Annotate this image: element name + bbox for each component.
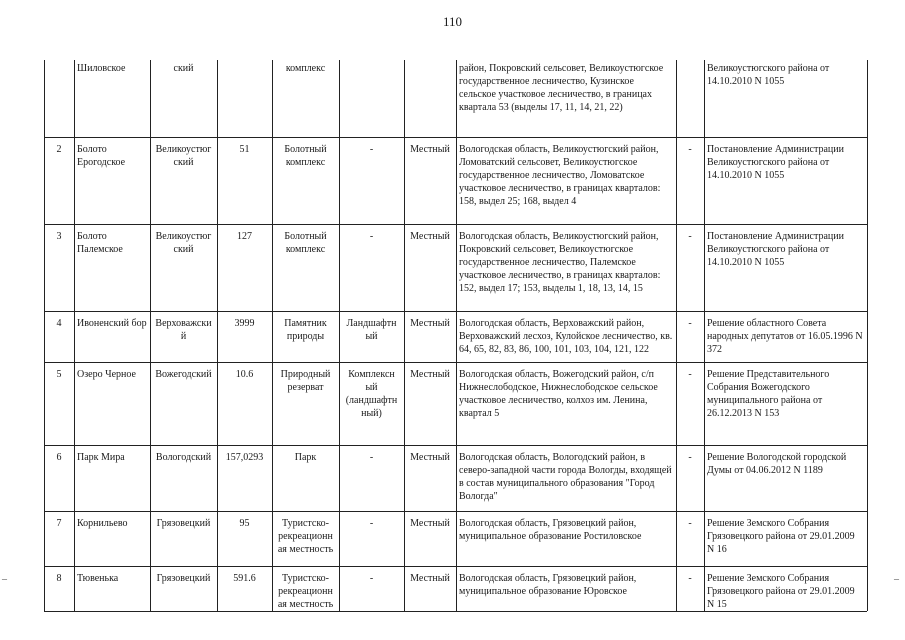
cell-document: Решение областного Совета народных депутатов от 16.05.1996 N 372 xyxy=(707,318,863,355)
cell-num: 6 xyxy=(56,452,62,463)
column-divider xyxy=(404,60,405,611)
cell-type: Туристско-рекреационн ая местность xyxy=(277,518,334,555)
cell-significance: Местный xyxy=(410,573,450,584)
cell-district: Вожегодский xyxy=(155,369,212,380)
cell-name: Тювенька xyxy=(77,573,119,584)
column-divider xyxy=(704,60,705,611)
cell-profile: - xyxy=(369,144,374,155)
cell-document: Постановление Администрации Великоустюгского района от 14.10.2010 N 1055 xyxy=(707,231,844,268)
cell-significance: Местный xyxy=(410,231,450,242)
column-divider xyxy=(150,60,151,611)
column-divider xyxy=(272,60,273,611)
cell-document: Постановление Администрации Великоустюгского района от 14.10.2010 N 1055 xyxy=(707,144,844,181)
edge-mark-right: – xyxy=(894,574,899,585)
cell-num: 2 xyxy=(56,144,62,155)
cell-significance: Местный xyxy=(410,452,450,463)
cell-district: Великоустюг ский xyxy=(155,231,212,255)
edge-mark-left: – xyxy=(2,574,7,585)
row-divider xyxy=(44,224,867,225)
cell-profile: - xyxy=(369,231,374,242)
cell-name: Болото Ерогодское xyxy=(77,144,126,168)
cell-district: ский xyxy=(173,63,194,74)
cell-extra: - xyxy=(688,144,692,155)
cell-name: Озеро Черное xyxy=(77,369,136,380)
cell-type: Природный резерват xyxy=(280,369,331,393)
cell-type: Туристско-рекреационн ая местность xyxy=(277,573,334,610)
cell-type: комплекс xyxy=(285,63,326,74)
cell-name: Шиловское xyxy=(77,63,126,74)
row-divider xyxy=(44,511,867,512)
cell-district: Верховажски й xyxy=(155,318,212,342)
cell-document: Великоустюгского района от 14.10.2010 N 1055 xyxy=(707,63,830,87)
cell-district: Великоустюг ский xyxy=(155,144,212,168)
row-divider xyxy=(44,311,867,312)
column-divider xyxy=(44,60,45,611)
cell-location: Вологодская область, Грязовецкий район, муниципальное образование Юровское xyxy=(459,573,637,597)
column-divider xyxy=(456,60,457,611)
row-divider xyxy=(44,611,867,612)
row-divider xyxy=(44,445,867,446)
cell-location: Вологодская область, Вологодский район, в северо-западной части города Вологды, входящей в состав муниципального образования "Город Вологда" xyxy=(459,452,672,502)
cell-document: Решение Представительного Собрания Вожегодского муниципального района от 26.12.2013 N 153 xyxy=(707,369,830,419)
cell-type: Болотный комплекс xyxy=(284,231,327,255)
cell-extra: - xyxy=(688,518,692,529)
row-divider xyxy=(44,137,867,138)
cell-name: Ивоненский бор xyxy=(77,318,147,329)
cell-significance: Местный xyxy=(410,318,450,329)
cell-profile: Комплексн ый (ландшафтн ный) xyxy=(345,369,398,419)
cell-name: Парк Мира xyxy=(77,452,125,463)
column-divider xyxy=(676,60,677,611)
cell-num: 7 xyxy=(56,518,62,529)
cell-significance: Местный xyxy=(410,518,450,529)
cell-area: 591.6 xyxy=(233,573,256,584)
cell-area: 127 xyxy=(237,231,252,242)
column-divider xyxy=(339,60,340,611)
cell-type: Памятник природы xyxy=(284,318,327,342)
cell-name: Болото Палемское xyxy=(77,231,123,255)
cell-location: Вологодская область, Верховажский район, Верховажский лесхоз, Кулойское лесничество, кв. 64, 65, 82, 83, 86, 100, 101, 103, 104, 121, 122 xyxy=(459,318,673,355)
cell-num: 8 xyxy=(56,573,62,584)
cell-significance: Местный xyxy=(410,144,450,155)
column-divider xyxy=(217,60,218,611)
cell-extra: - xyxy=(688,452,692,463)
cell-district: Вологодский xyxy=(155,452,212,463)
cell-area: 157,0293 xyxy=(225,452,264,463)
cell-location: Вологодская область, Великоустюгский район, Ломоватский сельсовет, Великоустюгское государственное лесничество, Ломоватское участковое лесничество, в границах кварталов: 158, выдел 25; 168, выдел 4 xyxy=(459,144,661,207)
cell-profile: Ландшафтн ый xyxy=(346,318,397,342)
cell-area: 51 xyxy=(239,144,250,155)
row-divider xyxy=(44,362,867,363)
cell-location: Вологодская область, Великоустюгский район, Покровский сельсовет, Великоустюгское государственное лесничество, Палемское участковое лесничество, в границах кварталов: 152, выдел 17; 153, выделы 1, 18, 13, 14, 15 xyxy=(459,231,661,294)
cell-type: Болотный комплекс xyxy=(284,144,327,168)
cell-extra: - xyxy=(688,369,692,380)
page-number: 110 xyxy=(442,14,463,29)
cell-area: 3999 xyxy=(234,318,255,329)
cell-location: Вологодская область, Вожегодский район, с/п Нижнеслободское, Нижнеслободское сельское участковое лесничество, колхоз им. Ленина, квартал 5 xyxy=(459,369,658,419)
cell-num: 5 xyxy=(56,369,62,380)
cell-extra: - xyxy=(688,318,692,329)
cell-profile: - xyxy=(369,452,374,463)
cell-profile: - xyxy=(369,518,374,529)
cell-area: 95 xyxy=(239,518,250,529)
cell-district: Грязовецкий xyxy=(156,573,211,584)
cell-district: Грязовецкий xyxy=(156,518,211,529)
cell-name: Корнильево xyxy=(77,518,128,529)
cell-significance: Местный xyxy=(410,369,450,380)
cell-location: район, Покровский сельсовет, Великоустюгское государственное лесничество, Кузинское сельское участковое лесничество, в границах квартала 53 (выделы 17, 11, 14, 21, 22) xyxy=(459,63,664,113)
cell-area: 10.6 xyxy=(235,369,254,380)
cell-document: Решение Земского Собрания Грязовецкого района от 29.01.2009 N 16 xyxy=(707,518,855,555)
cell-document: Решение Вологодской городской Думы от 04.06.2012 N 1189 xyxy=(707,452,847,476)
cell-document: Решение Земского Собрания Грязовецкого района от 29.01.2009 N 15 xyxy=(707,573,855,610)
cell-num: 4 xyxy=(56,318,62,329)
row-divider xyxy=(44,566,867,567)
cell-num: 3 xyxy=(56,231,62,242)
protected-areas-table xyxy=(44,60,867,611)
cell-extra: - xyxy=(688,231,692,242)
cell-profile: - xyxy=(369,573,374,584)
cell-type: Парк xyxy=(294,452,317,463)
column-divider xyxy=(867,60,868,611)
cell-location: Вологодская область, Грязовецкий район, муниципальное образование Ростиловское xyxy=(459,518,642,542)
cell-extra: - xyxy=(688,573,692,584)
column-divider xyxy=(74,60,75,611)
